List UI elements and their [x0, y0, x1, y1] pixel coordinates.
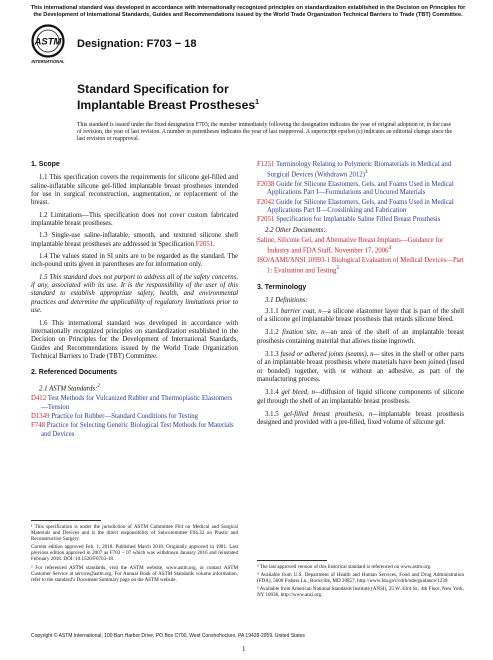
astm-standards-subheading: [39, 383, 238, 394]
definition-text: sites in the shell or other parts of an implantable breast prosthesis where materials have been joined (fused or bonded) together, with or without an adhesive, as part of the manufacturing process.: [257, 350, 465, 384]
title-line-1: Standard Specification for: [77, 82, 229, 96]
footnote-5: ⁵ Available from American National Standards Institute (ANSI), 25 W. 43rd St., 4th Floor, New York, NY 10036, http://www.ansi.org.: [257, 586, 464, 599]
para-1-1: 1.1 This specification covers the requirements for silicone gel-filled and saline-inflatable silicone gel-filled implantable breast prostheses intended for use in surgical reconstruction, augmentation, or replacement of the breast.: [31, 174, 238, 207]
section-heading-scope: 1. Scope: [31, 161, 60, 168]
reference-title[interactable]: Practice for Selecting Generic Biological Test Methods for Materials and Devices: [41, 422, 234, 438]
reference-code[interactable]: D412: [31, 395, 47, 403]
definition-term: gel-filled breast prosthesis, n—: [283, 411, 379, 419]
para-1-3-end: .: [213, 240, 215, 248]
tbt-notice: This international standard was developed in accordance with internationally recognized principles on standardization established in the Decision on Principles for the Development of International Standards, Guides and Recommendations issued by the World Trade Organization Technical Barriers to Trade (TBT) Committee.: [30, 5, 466, 18]
other-reference-footnote-mark: 5: [336, 266, 339, 272]
definition-item: [257, 411, 464, 428]
other-reference-footnote-mark: 4: [388, 246, 391, 252]
page-number: 1: [242, 645, 246, 653]
definition-item: [257, 351, 464, 384]
footnotes-left: [31, 524, 238, 585]
reference-title[interactable]: Guide for Silicone Elastomers, Gels, and Foams Used in Medical Applications Part I—Formulations and Uncured Materials: [267, 180, 454, 197]
designation: Designation: F703 − 18: [77, 38, 197, 50]
reference-title[interactable]: Guide for Silicone Elastomers, Gels, and Foams Used in Medical Applications Part II—Crosslinking and Fabrication: [267, 198, 454, 214]
reference-item[interactable]: [31, 422, 238, 439]
logo-subtext: INTERNATIONAL: [31, 59, 65, 64]
definition-number: 3.1.5: [265, 411, 279, 419]
reference-item[interactable]: [31, 395, 238, 412]
astm-logo-icon: [30, 24, 66, 70]
definitions-subheading: 3.1 Definitions:: [265, 297, 308, 305]
right-column: [257, 161, 464, 433]
reference-title[interactable]: Specification for Implantable Saline Filled Breast Prosthesis: [276, 216, 441, 224]
title-line-2: [77, 96, 417, 112]
definition-term: fixation site, n—: [282, 329, 331, 337]
link-f2051[interactable]: F2051: [195, 240, 214, 248]
reference-code[interactable]: F2042: [257, 198, 275, 206]
document-title: [77, 82, 417, 112]
definition-text: implantable breast prosthesis designed and provided with a pre-filled, fixed volume of silicone gel.: [257, 411, 464, 427]
definition-item: [257, 308, 464, 325]
definition-number: 3.1.3: [265, 350, 279, 358]
definition-text: an area of the shell of an implantable breast prosthesis containing material that allows tissue ingrowth.: [257, 329, 464, 345]
title-footnote-mark: 1: [255, 99, 260, 106]
other-reference-title[interactable]: Saline, Silicone Gel, and Alternative Breast Implants—Guidance for Industry and FDA Staff, November 17, 2006: [257, 237, 444, 255]
reference-footnote-mark: 3: [364, 170, 368, 176]
other-reference-item[interactable]: [257, 257, 464, 276]
footnote-rule-left: [31, 520, 101, 521]
definition-item: [257, 329, 464, 346]
reference-item[interactable]: [257, 199, 464, 216]
reference-item[interactable]: [257, 181, 464, 198]
reference-item[interactable]: [257, 161, 464, 180]
reference-item[interactable]: [31, 413, 238, 421]
other-reference-title[interactable]: ISO/AAMI/ANSI 10993-1 Biological Evaluation of Medical Devices—Part 1: Evaluation and Testing: [257, 256, 464, 275]
left-column: [31, 161, 238, 440]
reference-code[interactable]: F2051: [257, 216, 275, 224]
reference-code[interactable]: D1349: [31, 412, 50, 420]
para-1-3-text: 1.3 Single-use saline-inflatable, smooth, and textured silicone shell implantable breast prostheses are addressed in Specification: [31, 232, 238, 248]
other-reference-item[interactable]: [257, 237, 464, 256]
footnote-3: ³ The last approved version of this historical standard is referenced on www.astm.org.: [257, 564, 432, 570]
footnote-2: ² For referenced ASTM standards, visit the ASTM website, www.astm.org, or contact ASTM Customer Service at service@astm.org. For Annual Book of ASTM Standards volume information, refer to the standard’s Document Summary page on the ASTM website.: [31, 564, 238, 583]
issue-note: This standard is issued under the fixed designation F703; the number immediately following the designation indicates the year of original adoption or, in the case of revision, the year of last revision. A number in parentheses indicates the year of last reapproval. A superscript epsilon (ε) indicates an editorial change since the last revision or reapproval.: [77, 122, 453, 143]
logo-wordmark: ASTM: [34, 36, 62, 48]
para-1-3: [31, 232, 238, 249]
section-heading-referenced-documents: 2. Referenced Documents: [31, 369, 117, 377]
definition-number: 3.1.4: [265, 389, 279, 397]
reference-code[interactable]: F1251: [257, 161, 275, 168]
definition-term: gel bleed, n—: [281, 389, 321, 397]
definition-term: fused or adhered joints (seams), n—: [280, 350, 380, 358]
definition-text: a silicone elastomer layer that is part of the shell of a silicone gel implantable breast prosthesis that retards silicone bleed.: [257, 307, 464, 323]
reference-title[interactable]: Terminology Relating to Polymeric Biomaterials in Medical and Surgical Devices (Withdrawn 2012): [267, 161, 452, 179]
para-1-4: 1.4 The values stated in SI units are to be regarded as the standard. The inch-pound units given in parentheses are for information only.: [31, 253, 238, 269]
title-line-2-text: Implantable Breast Prostheses: [77, 98, 256, 113]
reference-title[interactable]: Test Methods for Vulcanized Rubber and Thermoplastic Elastomers—Tension: [41, 395, 233, 411]
astm-standards-label: 2.1 ASTM Standards:: [39, 384, 98, 392]
reference-code[interactable]: F748: [31, 422, 45, 430]
footnote-4: ⁴ Available from U.S. Department of Health and Human Services, Food and Drug Administration (FDA), 5600 Fishers Ln., Rockville, MD 20857, http://www.fda.gov/cdrh/ode/guidance/1239.: [257, 572, 464, 585]
reference-code[interactable]: F2038: [257, 180, 275, 188]
footnote-1: ¹ This specification is under the jurisdiction of ASTM Committee F04 on Medical and Surgical Materials and Devices and is the direct responsibility of Subcommittee F04.32 on Plastic and Reconstructive Surgery.: [31, 524, 238, 543]
para-1-6: 1.6 This international standard was developed in accordance with internationally recognized principles on standardization established in the Decision on Principles for the Development of International Standards, Guides and Recommendations issued by the World Trade Organization Technical Barriers to Trade (TBT) Committee.: [31, 319, 238, 360]
footnotes-right: [257, 564, 464, 600]
para-1-5: 1.5 This standard does not purport to address all of the safety concerns, if any, associated with its use. It is the responsibility of the user of this standard to establish appropriate safety, health, and environmental practices and determine the applicability of regulatory limitations prior to use.: [31, 273, 238, 315]
definition-number: 3.1.2: [265, 329, 279, 337]
footnote-1-edition: Current edition approved Feb. 1, 2018. Published March 2018. Originally approved in 1981. Last previous edition approved in 2007 as F703 – 07 which was withdrawn January 2016 and reinstated February 2018. DOI: 10.1520/F0703-18.: [31, 544, 238, 563]
definition-term: barrier coat, n—: [280, 307, 328, 315]
reference-item[interactable]: [257, 216, 464, 224]
definition-item: [257, 389, 464, 406]
definition-text: diffusion of liquid silicone components of silicone gel through the shell of an implantable breast prosthesis.: [257, 389, 464, 405]
other-documents-subheading: 2.2 Other Documents:: [265, 226, 326, 234]
astm-standards-footnote-mark: 2: [97, 383, 100, 389]
definition-number: 3.1.1: [265, 307, 279, 315]
para-1-2: 1.2 Limitations—This specification does not cover custom fabricated implantable breast prostheses.: [31, 211, 238, 228]
reference-title[interactable]: Practice for Rubber—Standard Conditions for Testing: [51, 412, 199, 420]
section-heading-terminology: 3. Terminology: [257, 283, 307, 291]
footnote-rule-right: [257, 560, 327, 561]
copyright-line: Copyright © ASTM International, 100 Barr Harbor Drive, PO Box C700, West Conshohocken, PA 19428-2959. United States: [31, 633, 305, 639]
